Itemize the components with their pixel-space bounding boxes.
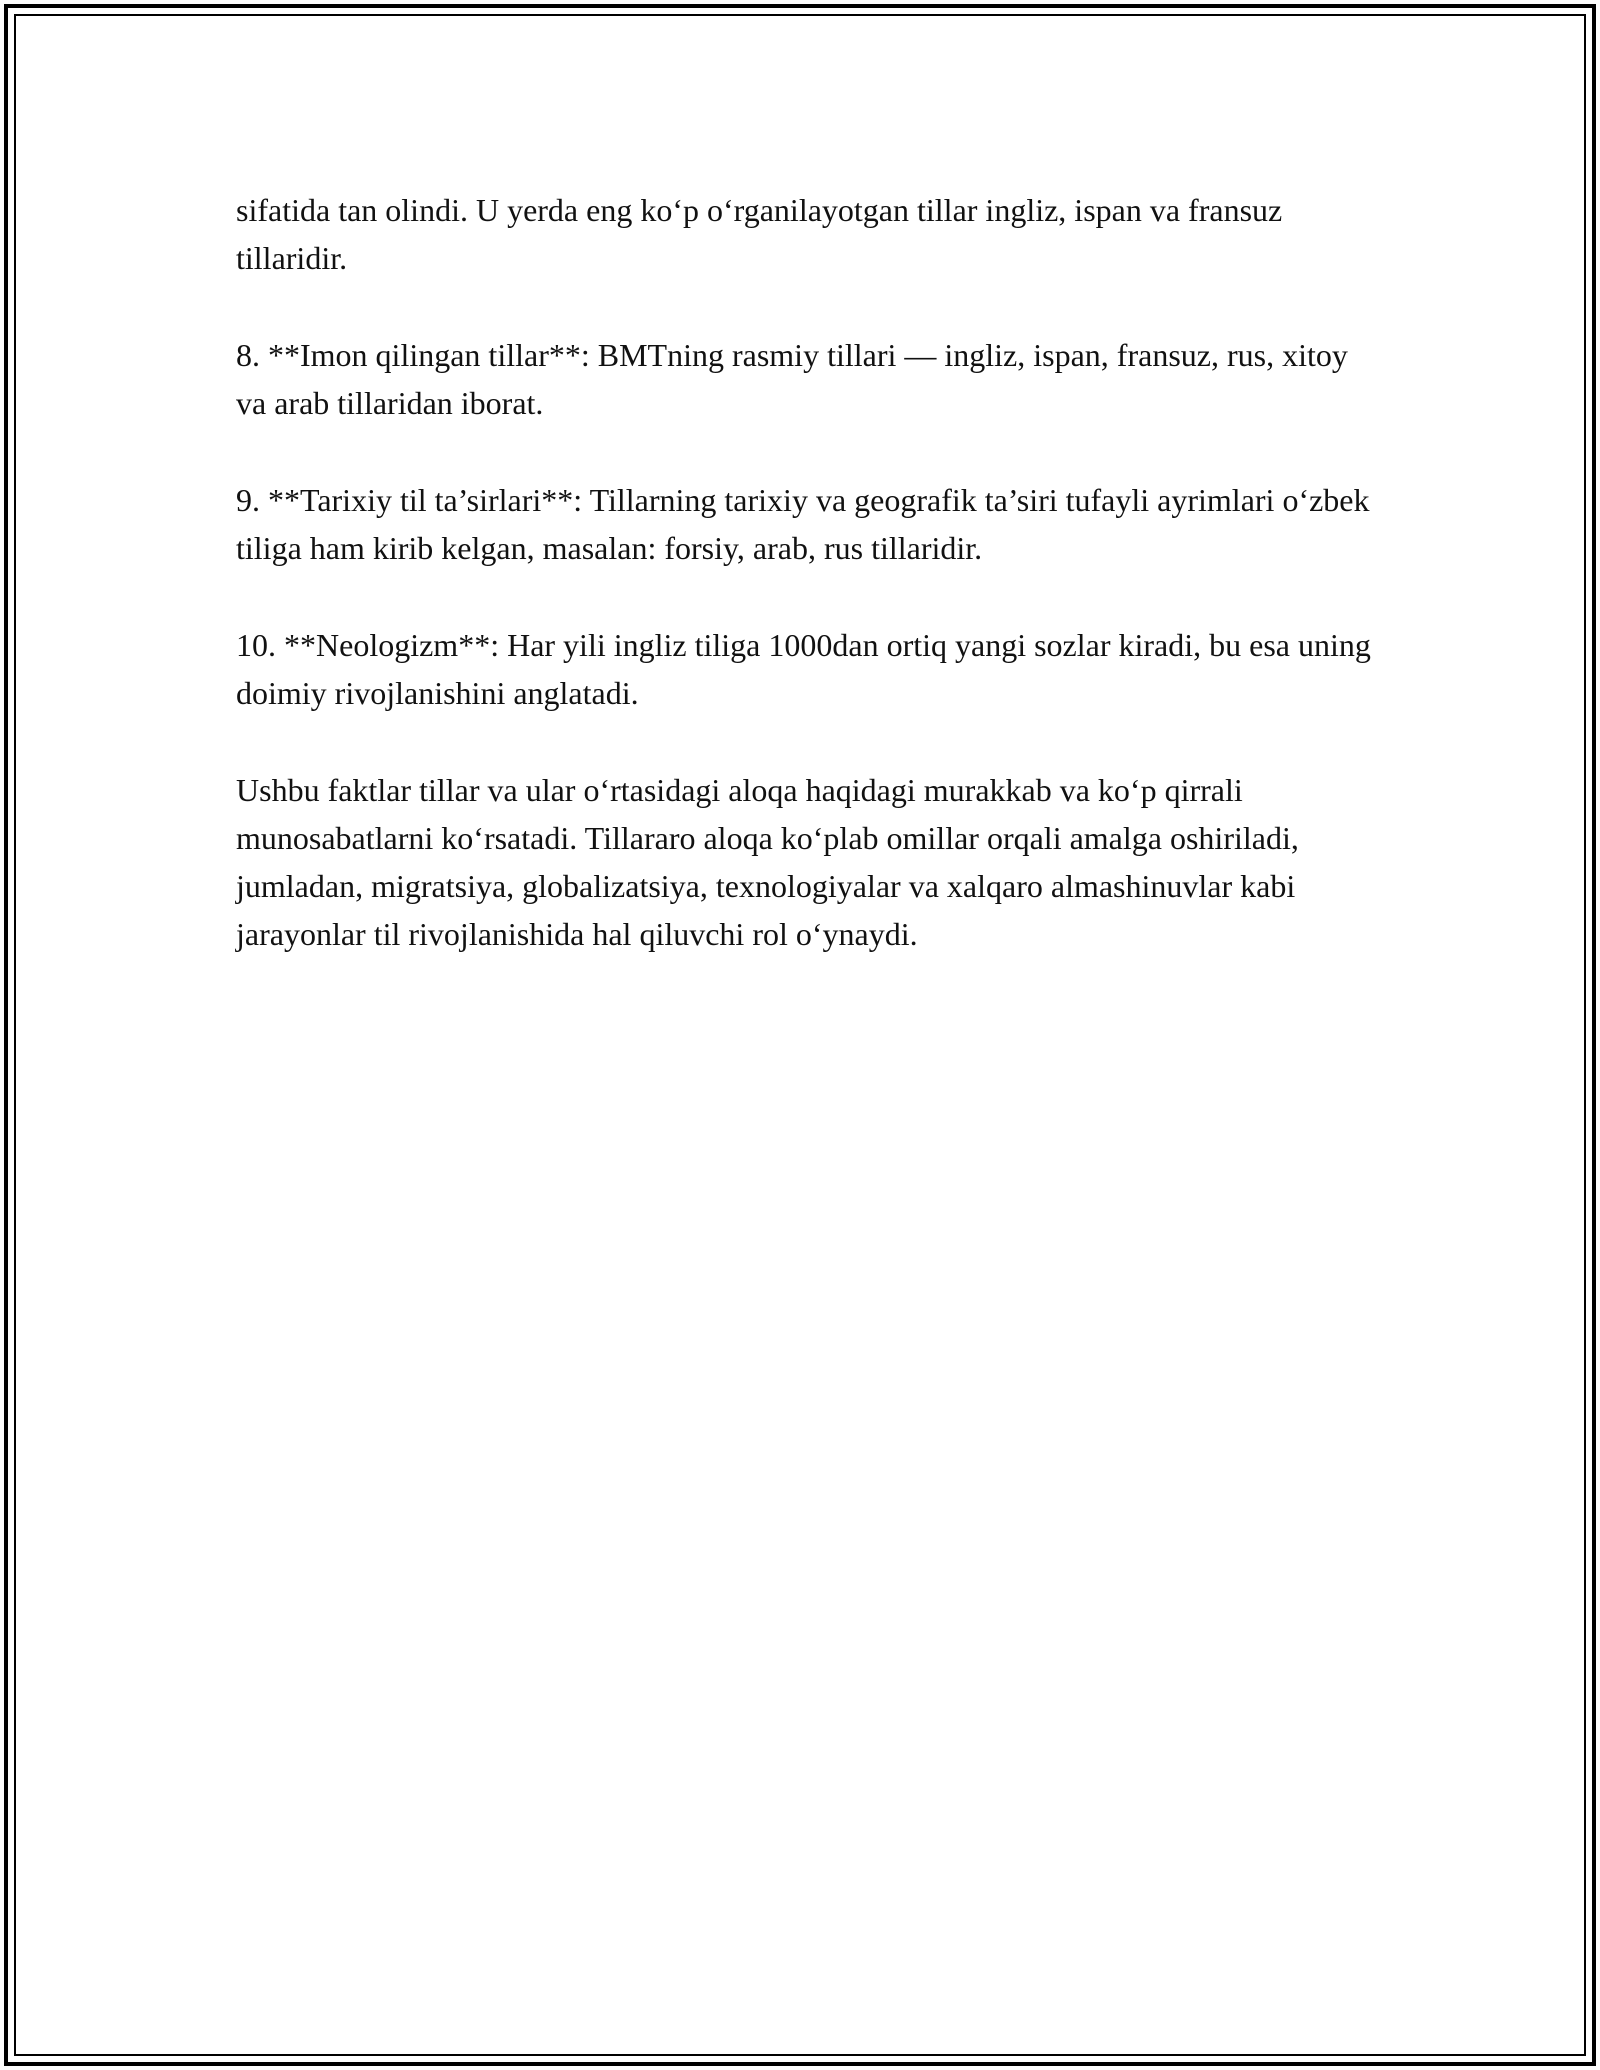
document-body [236,186,1376,959]
paragraph-item-9: 9. **Tarixiy til ta’sirlari**: Tillarning tarixiy va geografik ta’siri tufayli ayrimlari o‘zbek tiliga ham kirib kelgan, masalan: forsiy, arab, rus tillaridir. [236,481,1370,567]
paragraph-item-8: 8. **Imon qilingan tillar**: BMTning rasmiy tillari — ingliz, ispan, fransuz, rus, xitoy va arab tillaridan iborat. [236,336,1348,422]
paragraph-continuation: sifatida tan olindi. U yerda eng ko‘p o‘rganilayotgan tillar ingliz, ispan va fransuz tillaridir. [236,192,1283,277]
paragraph-item-10: 10. **Neologizm**: Har yili ingliz tiliga 1000dan ortiq yangi sozlar kiradi, bu esa uning doimiy rivojlanishini anglatadi. [236,626,1371,711]
paragraph-conclusion: Ushbu faktlar tillar va ular o‘rtasidagi aloqa haqidagi murakkab va ko‘p qirrali munosabatlarni ko‘rsatadi. Tillararo aloqa ko‘plab omillar orqali amalga oshiriladi, jumladan, migratsiya, globalizatsiya, texnologiyalar va xalqaro almashinuvlar kabi jarayonlar til rivojlanishida hal qiluvchi rol o‘ynaydi. [236,771,1299,953]
